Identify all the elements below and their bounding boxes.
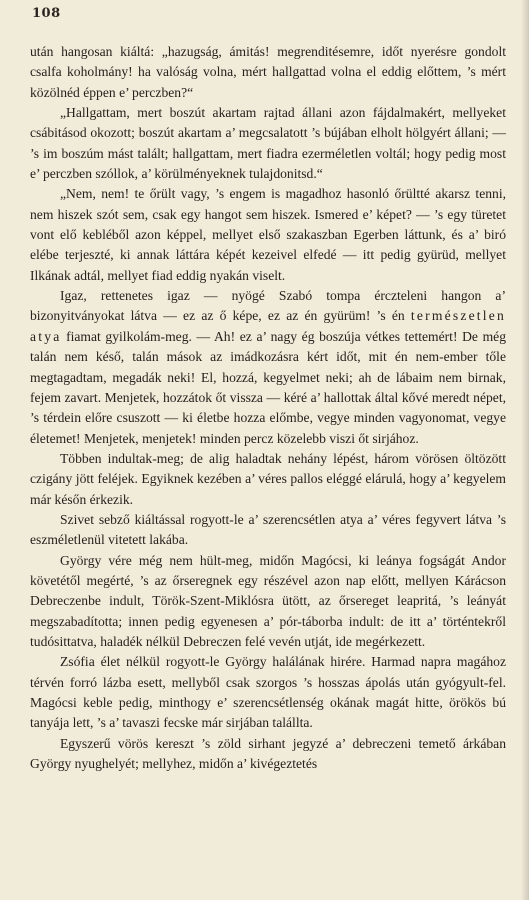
paragraph-7: György vére még nem hült-meg, midőn Magócsi, ki leánya fogságát Andor követétől megérté, ’s az őrseregnek egy részével azon nap előtt, mellyen Kárácson Debreczenbe indult, Török-Szent-Miklósra ütött, az őrsereget leapritá, ’s leányát megszabadította; innen pedig egyenesen a’ pór-táborba indult: de itt a’ történtekről tudósittatva, haladék nélkül Debreczen felé vevén utját, ide megérkezett. <box>30 552 506 649</box>
paragraph-9: Egyszerű vörös kereszt ’s zöld sirhant jegyzé a’ debreczeni temető árkában György nyughelyét; mellyhez, midőn a’ kivégeztetés <box>30 735 506 772</box>
page-edge-shadow <box>521 0 529 900</box>
paragraph-4 <box>30 286 506 449</box>
paragraph-8: Zsófia élet nélkül rogyott-le György halálának hirére. Harmad napra magához térvén forró lázba esett, mellyből csak szorgos ’s hosszas ápolás után gyógyult-fel. Magócsi keble pedig, minthogy e’ szerencsétlenség okának magát hitte, örökös bú tanyája lett, ’s a’ tavaszi fecske már sirjában talállta. <box>30 654 506 731</box>
paragraph-3: „Nem, nem! te őrült vagy, ’s engem is magadhoz hasonló őrültté akarsz tenni, nem hiszek szót sem, csak egy hangot sem hiszek. Ismered e’ képet? — ’s egy türetet vont elő kebléből azon képpel, mellyet első szakaszban Egerben láttunk, és a’ biró elébe terjeszté, ki annak láttára képét kezeivel elfedé — itt pedig gyürüd, mellyet Ilkának adtál, mellyet fiad eddig nyakán viselt. <box>30 186 506 283</box>
page-text <box>30 42 506 774</box>
paragraph-6: Szivet sebző kiáltással rogyott-le a’ szerencsétlen atya a’ véres fegyvert látva ’s eszméletlenül vitetett lakába. <box>30 511 506 548</box>
page-number: 108 <box>32 6 61 21</box>
paragraph-4-start: Igaz, rettenetes igaz — nyögé Szabó tompa érczteleni hangon a’ bizonyitványokat látva — ez az ő képe, ez az én gyürüm! ’s én <box>30 288 506 324</box>
paragraph-1: után hangosan kiáltá: „hazugság, ámitás! megrenditésemre, időt nyerésre gondolt csalfa koholmány! ha valóság volna, mért hallgattad volna el eddig előttem, ’s mért közölnéd éppen e’ perczben?“ <box>30 44 506 100</box>
paragraph-2: „Hallgattam, mert boszút akartam rajtad állani azon fájdalmakért, mellyeket csábitásod okozott; boszút akartam a’ megcsalatott ’s bújában elholt hölgyért állani; — ’s im boszúm mást talált; hallgattam, mert fiadra ezerméletlen voltál; hogy pedig most e’ perczben szóllok, a’ körülményeknek tulajdonitsd.“ <box>30 105 506 182</box>
paragraph-4-end: fiamat gyilkolám-meg. — Ah! ez a’ nagy ég boszúja vétkes tettemért! De még talán nem késő, talán mások az imádkozásra kért időt, mit én nem-ember tőle megtagadtam, megadák neki! El, hozzá, kegyelmet neki; ah de lábaim nem birnak, fejem zavart. Menjetek, hozzátok őt vissza — kéré a’ hallottak által kővé meredt népet, ’s térdein előre csuszott — ki életbe hozza előmbe, vegye minden vagyonomat, vegye életemet! Menjetek, menjetek! minden percz közelebb viszi őt sirjához. <box>30 328 506 446</box>
paragraph-5: Többen indultak-meg; de alig haladtak nehány lépést, három vörösen öltözött czigány jött feléjek. Egyiknek kezében a’ véres pallos eléggé elárulá, hogy a’ kegyelem már későn érkezik. <box>30 450 506 507</box>
spaced-emphasis: természetlen atya <box>30 308 506 344</box>
